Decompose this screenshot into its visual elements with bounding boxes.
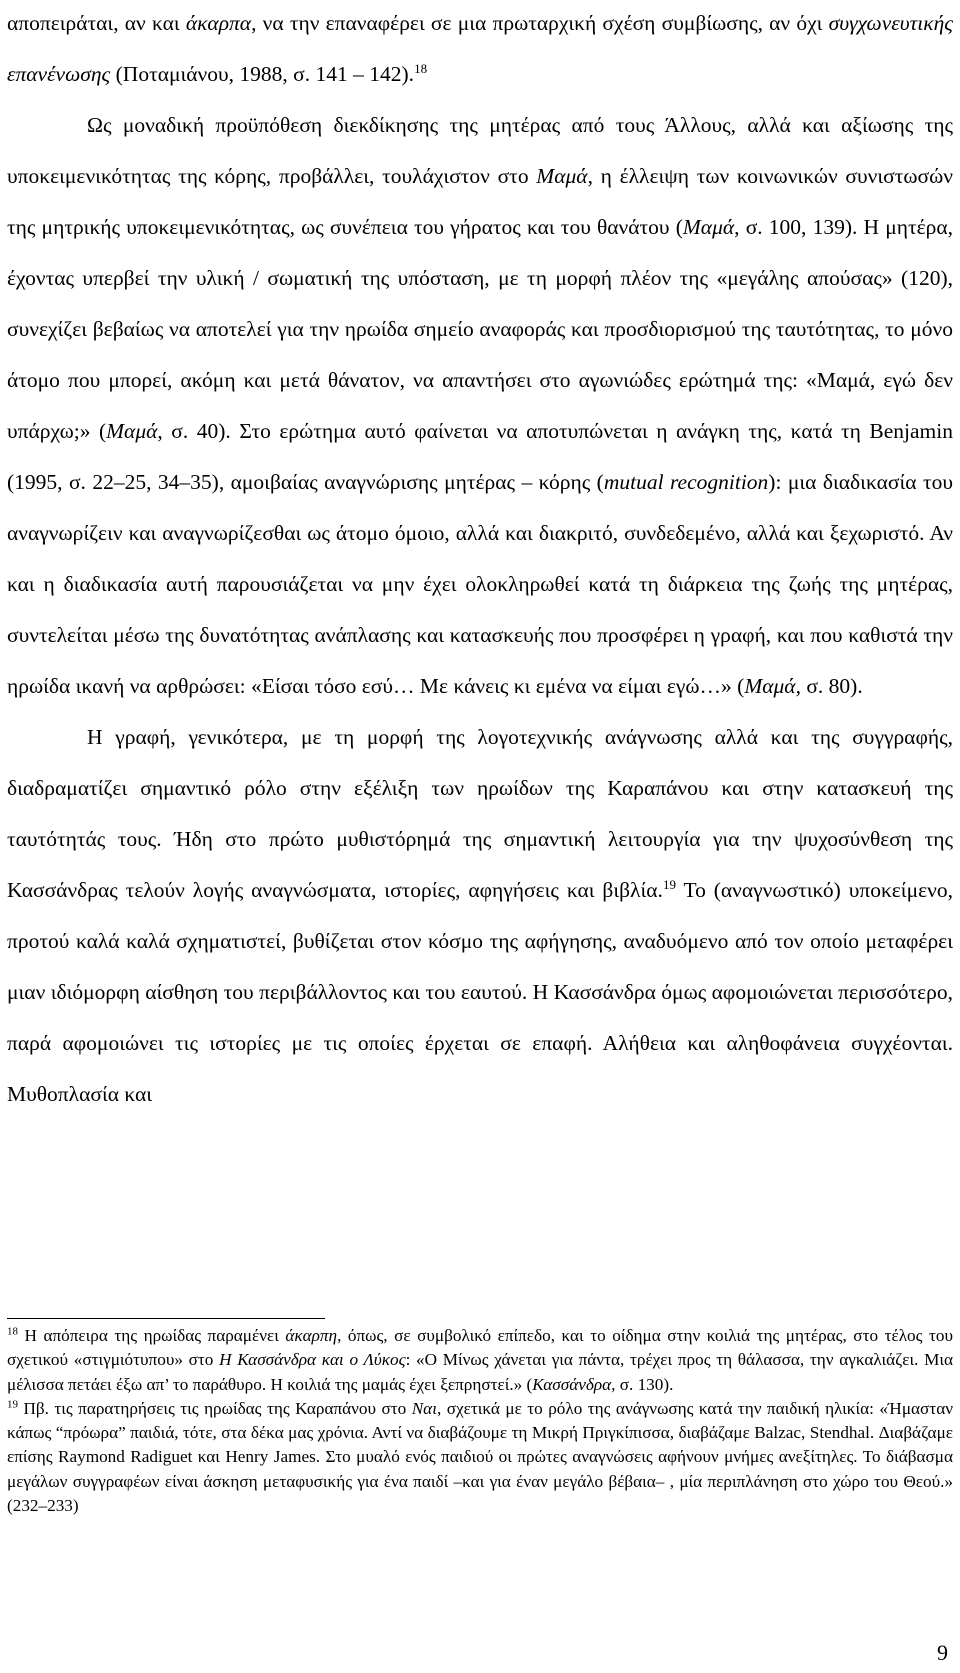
body-text [7,0,953,1120]
italic-run: Μαμά [536,164,588,188]
text-run: , σ. 130). [611,1374,674,1394]
text-run: , όπως, σε συμβολικό επίπεδο, και το οίδημα στην κοιλιά της μητέρας, στο τέλος του σχετικού «στιγμιότυπου» στο [7,1326,953,1370]
page-number: 9 [937,1640,948,1665]
italic-run: συγχωνευτικής επανένωσης [7,11,953,86]
paragraph-1 [7,0,953,100]
italic-run: Μαμά [682,215,735,239]
text-run: , σχετικά με το ρόλο της ανάγνωσης κατά την παιδική ηλικία: «Ήμασταν κάπως “πρόωρα” παιδιά, τότε, στα δέκα μας χρόνια. Αντί να διαβάζουμε τη Μικρή Πριγκίπισσα, διαβάζαμε Balzac, Stendhal. Διαβάζαμε επίσης Raymond Radiguet και Henry James. Στο μυαλό ενός παιδιού οι πρώτες αναγνώσεις αφήνουν μνήμες ανεξίτηλες. Το διάβασμα μεγάλων συγγραφέων είναι άσκηση μεταφυσικής για ένα παιδί –και για έναν μεγάλο βέβαια– , μία περιπλάνηση στο χώρο του Θεού.» (232–233) [7,1398,953,1516]
footnote-ref-19[interactable]: 19 [662,876,676,892]
text-run: Πβ. τις παρατηρήσεις τις ηρωίδας της Καραπάνου στο [18,1398,412,1418]
text-run: , να την επαναφέρει σε μια πρωταρχική σχέση συμβίωσης, αν όχι [251,11,829,35]
text-run: Ως μοναδική προϋπόθεση διεκδίκησης της μητέρας από τους Άλλους, αλλά και αξίωσης της υποκειμενικότητας της κόρης, προβάλλει, τουλάχιστον στο [7,113,953,188]
text-run: , σ. 40). Στο ερώτημα αυτό φαίνεται να αποτυπώνεται η ανάγκη της, κατά τη Benjamin (1995, σ. 22–25, 34–35), αμοιβαίας αναγνώρισης μητέρας – κόρης ( [7,419,953,494]
italic-run: άκαρπα [185,11,252,35]
italic-run: Μαμά [106,419,158,443]
text-run: , η έλλειψη των κοινωνικών συνιστωσών της μητρικής υποκειμενικότητας, ως συνέπεια του γήρατος και του θανάτου ( [7,164,954,239]
footnote-separator [7,1318,325,1319]
italic-run: άκαρπη [285,1326,338,1345]
text-run: ): μια διαδικασία του αναγνωρίζειν και αναγνωρίζεσθαι ως άτομο όμοιο, αλλά και διακριτό, συνδεδεμένο, αλλά και ξεχωριστό. Αν και η διαδικασία αυτή παρουσιάζεται να μην έχει ολοκληρωθεί κατά τη διάρκεια της ζωής της μητέρας, συντελείται μέσω της δυνατότητας ανάπλασης και κατασκευής που προσφέρει η γραφή, και που καθιστά την ηρωίδα ικανή να αρθρώσει: «Είσαι τόσο εσύ… Με κάνεις κι εμένα να είμαι εγώ…» ( [7,470,953,698]
text-run: (Ποταμιάνου, 1988, σ. 141 – 142). [110,62,415,86]
footnote-number: 19 [7,1398,18,1411]
italic-run: Η Κασσάνδρα και ο Λύκος [219,1350,406,1370]
footnote-ref-18[interactable]: 18 [414,60,428,76]
text-run: Το (αναγνωστικό) υποκείμενο, προτού καλά καλά σχηματιστεί, βυθίζεται στον κόσμο της αφήγησης, αναδυόμενο από τον οποίο μεταφέρει μιαν ιδιόμορφη αίσθηση του περιβάλλοντος και του εαυτού. Η Κασσάνδρα όμως αφομοιώνεται περισσότερο, παρά αφομοιώνει τις ιστορίες με τις οποίες έρχεται σε επαφή. Αλήθεια και αληθοφάνεια συγχέονται. Μυθοπλασία και [7,878,953,1106]
text-run: , σ. 80). [795,674,863,698]
italic-run: Μαμά [744,674,796,698]
footnotes [7,1324,953,1518]
text-run: Η γραφή, γενικότερα, με τη μορφή της λογοτεχνικής ανάγνωσης αλλά και της συγγραφής, διαδραματίζει σημαντικό ρόλο στην εξέλιξη των ηρωίδων της Καραπάνου και στην κατασκευή της ταυτότητάς τους. Ήδη στο πρώτο μυθιστόρημά της σημαντική λειτουργία για την ψυχοσύνθεση της Κασσάνδρας τελούν λογής αναγνώσματα, ιστορίες, αφηγήσεις και βιβλία. [7,725,953,902]
footnote-number: 18 [7,1325,18,1338]
text-run: , σ. 100, 139). Η μητέρα, έχοντας υπερβεί την υλική / σωματική της υπόσταση, με τη μορφή πλέον της «μεγάλης απούσας» (120), συνεχίζει βεβαίως να αποτελεί για την ηρωίδα σημείο αναφοράς και προσδιορισμού της ταυτότητας, το μόνο άτομο που μπορεί, ακόμη και μετά θάνατον, να απαντήσει στο αγωνιώδες ερώτημά της: «Μαμά, εγώ δεν υπάρχω;» ( [7,215,953,443]
text-run: : «Ο Μίνως χάνεται για πάντα, τρέχει προς τη θάλασσα, την αγκαλιάζει. Μια μέλισσα πετάει έξω απ’ το παράθυρο. Η κοιλιά της μαμάς έχει ξεπρηστεί.» ( [7,1350,953,1394]
italic-run: Κασσάνδρα [532,1374,612,1394]
text-run: Η απόπειρα της ηρωίδας παραμένει [18,1326,286,1345]
italic-run: mutual recognition [603,470,769,494]
paragraph-2 [7,100,953,712]
paragraph-3 [7,712,953,1120]
footnote-19 [7,1397,953,1518]
italic-run: Ναι [411,1398,437,1418]
footnote-18 [7,1324,953,1397]
text-run: αποπειράται, αν και [7,11,186,35]
